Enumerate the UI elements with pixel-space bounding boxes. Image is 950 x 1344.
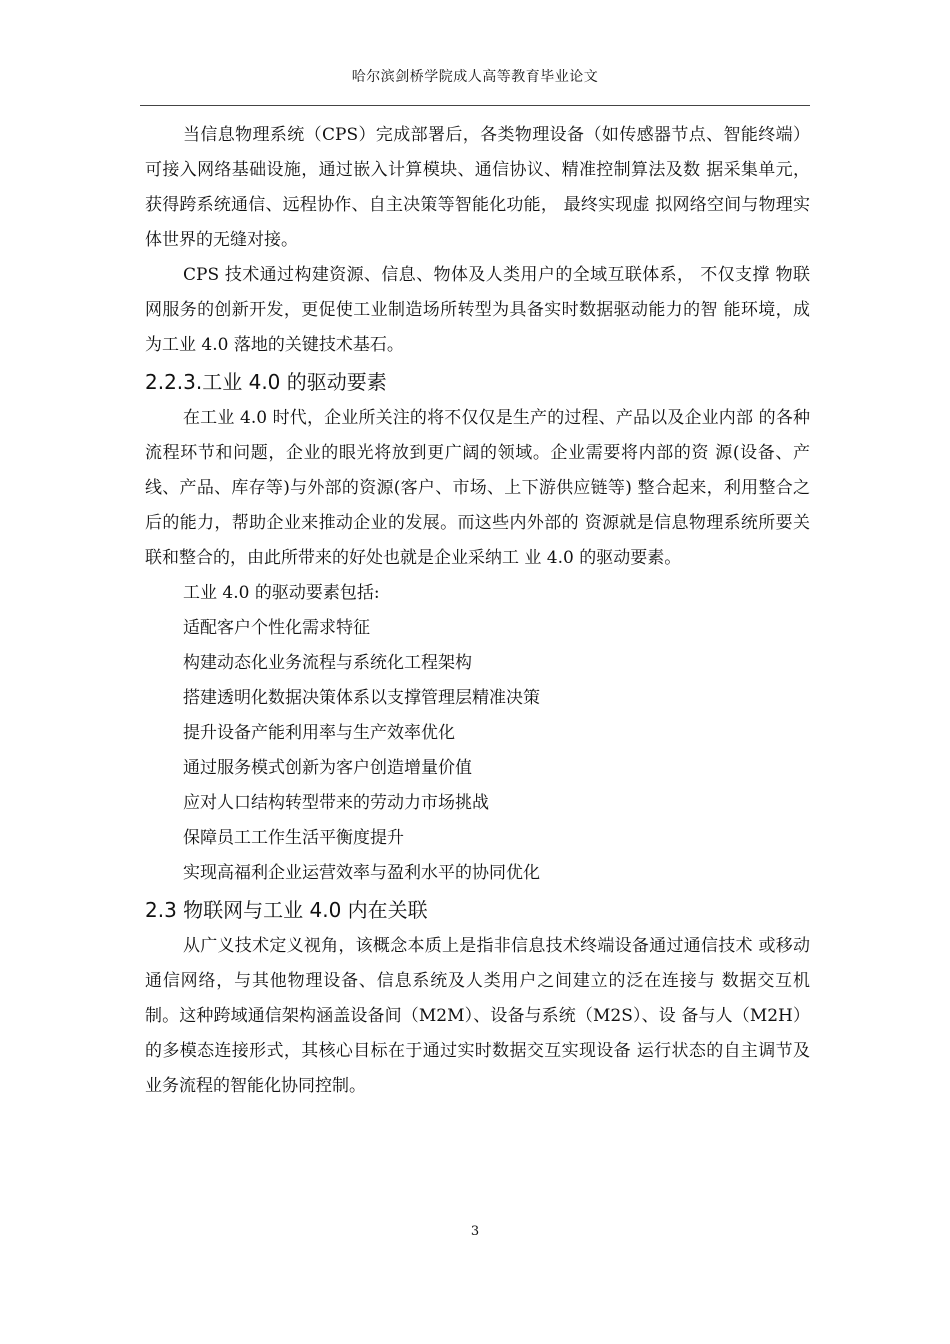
list-item: 提升设备产能利用率与生产效率优化: [183, 723, 455, 743]
section-heading-2-2-3: 2.2.3.工业 4.0 的驱动要素: [145, 370, 387, 394]
paragraph-cps-technology: CPS 技术通过构建资源、信息、物体及人类用户的全域互联体系， 不仅支撑 物联网服务的创新开发，更促使工业制造场所转型为具备实时数据驱动能力的智 能环境，成为工业 4.0 落地的关键技术基石。: [145, 265, 810, 355]
list-item: 应对人口结构转型带来的劳动力市场挑战: [183, 793, 489, 813]
page-body: [145, 118, 810, 1104]
list-intro: 工业 4.0 的驱动要素包括:: [183, 583, 380, 603]
paragraph-industry40-era: 在工业 4.0 时代，企业所关注的将不仅仅是生产的过程、产品以及企业内部 的各种流程环节和问题，企业的眼光将放到更广阔的领域。企业需要将内部的资 源(设备、产线、产品、库存等)与外部的资源(客户、市场、上下游供应链等) 整合起来，利用整合之后的能力，帮助企业来推动企业的发展。而这些内外部的 资源就是信息物理系统所要关联和整合的，由此所带来的好处也就是企业采纳工 业 4.0 的驱动要素。: [145, 408, 810, 568]
page-number: 3: [470, 1224, 480, 1239]
list-item: 适配客户个性化需求特征: [183, 618, 370, 638]
list-item: 通过服务模式创新为客户创造增量价值: [183, 758, 472, 778]
list-item: 搭建透明化数据决策体系以支撑管理层精准决策: [183, 688, 540, 708]
list-item: 保障员工工作生活平衡度提升: [183, 828, 404, 848]
list-item: 实现高福利企业运营效率与盈利水平的协同优化: [183, 863, 540, 883]
running-header: 哈尔滨剑桥学院成人高等教育毕业论文: [351, 69, 599, 85]
header-divider: [140, 105, 810, 106]
section-heading-2-3: 2.3 物联网与工业 4.0 内在关联: [145, 898, 428, 922]
list-item: 构建动态化业务流程与系统化工程架构: [183, 653, 472, 673]
paragraph-cps-deployment: 当信息物理系统（CPS）完成部署后，各类物理设备（如传感器节点、智能终端）可接入网络基础设施，通过嵌入计算模块、通信协议、精准控制算法及数 据采集单元，获得跨系统通信、远程协作、自主决策等智能化功能， 最终实现虚 拟网络空间与物理实体世界的无缝对接。: [145, 125, 810, 250]
paragraph-iot-definition: 从广义技术定义视角，该概念本质上是指非信息技术终端设备通过通信技术 或移动通信网络，与其他物理设备、信息系统及人类用户之间建立的泛在连接与 数据交互机制。这种跨域通信架构涵盖设备间（M2M）、设备与系统（M2S）、设 备与人（M2H）的多模态连接形式，其核心目标在于通过实时数据交互实现设备 运行状态的自主调节及业务流程的智能化协同控制。: [145, 936, 810, 1096]
